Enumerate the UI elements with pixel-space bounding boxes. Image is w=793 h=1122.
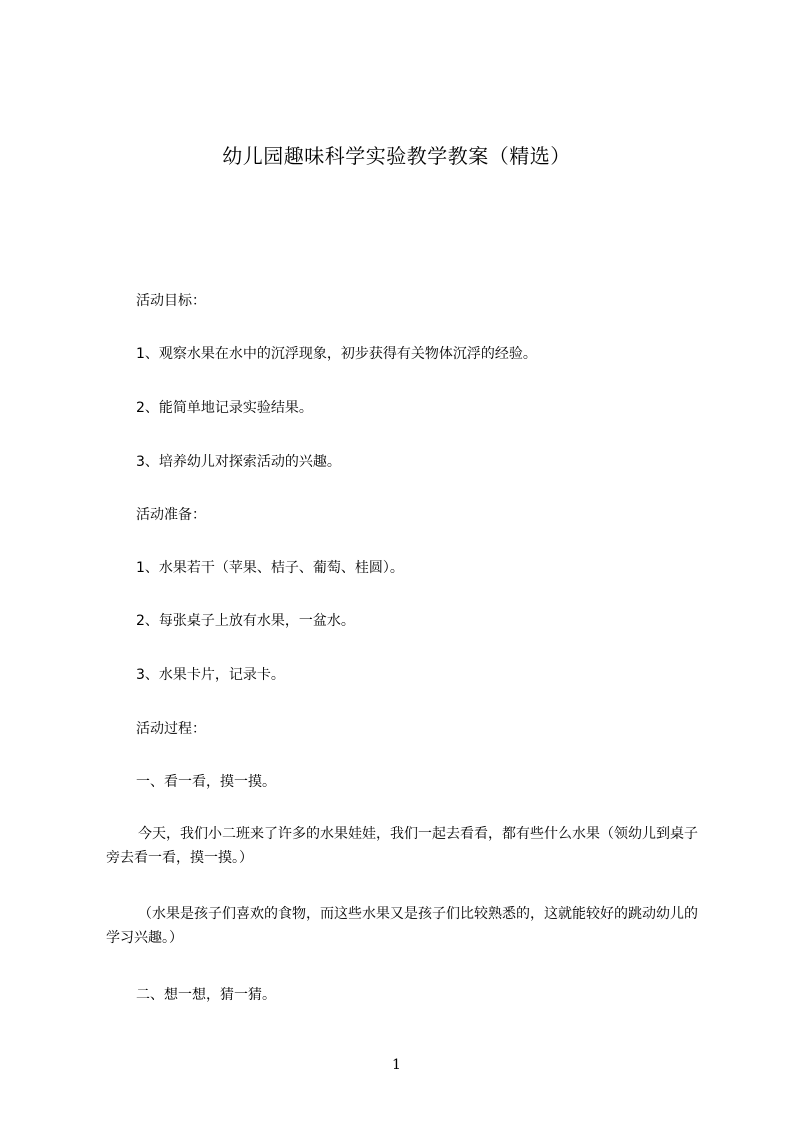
- step-1-heading: 一、看一看，摸一摸。: [136, 774, 276, 790]
- prep-item-3: 3、水果卡片，记录卡。: [136, 667, 285, 683]
- page-number: 1: [392, 1057, 401, 1073]
- prep-item-1: 1、水果若干（苹果、桔子、葡萄、桂圆）。: [136, 560, 404, 576]
- paragraph-2: [106, 902, 704, 950]
- process-heading: 活动过程：: [136, 721, 206, 737]
- paragraph-1-text: 今天，我们小二班来了许多的水果娃娃，我们一起去看看，都有些什么水果（领幼儿到桌子旁去看一看，摸一摸。）: [106, 826, 698, 866]
- goal-heading: 活动目标：: [136, 293, 206, 309]
- prep-heading: 活动准备：: [136, 507, 206, 523]
- document-title: 幼儿园趣味科学实验教学教案（精选）: [222, 144, 571, 168]
- paragraph-2-text: （水果是孩子们喜欢的食物，而这些水果又是孩子们比较熟悉的，这就能较好的跳动幼儿的学习兴趣。）: [106, 906, 698, 946]
- prep-item-2: 2、每张桌子上放有水果，一盆水。: [136, 613, 355, 629]
- step-2-heading: 二、想一想，猜一猜。: [136, 987, 276, 1003]
- goal-item-1: 1、观察水果在水中的沉浮现象，初步获得有关物体沉浮的经验。: [136, 346, 537, 362]
- paragraph-1: [106, 822, 704, 870]
- goal-item-2: 2、能简单地记录实验结果。: [136, 400, 313, 416]
- goal-item-3: 3、培养幼儿对探索活动的兴趣。: [136, 454, 341, 470]
